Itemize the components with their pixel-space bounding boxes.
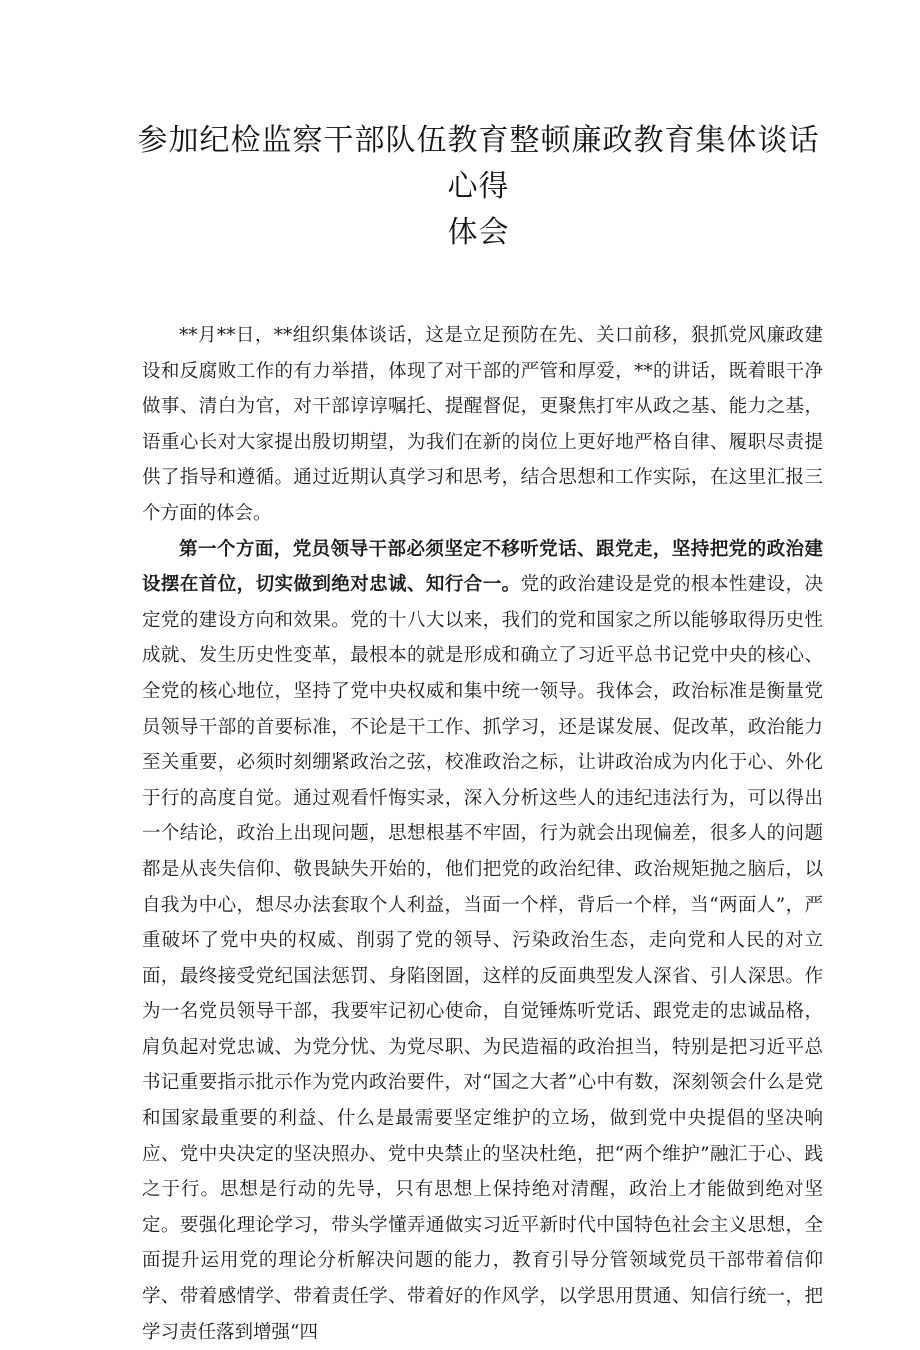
paragraph-first-aspect-text: 党的政治建设是党的根本性建设，决定党的建设方向和效果。党的十八大以来，我们的党和国家之所以能够取得历史性成就、发生历史性变革，最根本的就是形成和确立了习近平总书记党中央的核心、全党的核心地位，坚持了党中央权威和集中统一领导。我体会，政治标准是衡量党员领导干部的首要标准，不论是干工作、抓学习，还是谋发展、促改革，政治能力至关重要，必须时刻绷紧政治之弦，校准政治之标，让讲政治成为内化于心、外化于行的高度自觉。通过观看忏悔实录，深入分析这些人的违纪违法行为，可以得出一个结论，政治上出现问题，思想根基不牢固，行为就会出现偏差，很多人的问题都是从丧失信仰、敬畏缺失开始的，他们把党的政治纪律、政治规矩抛之脑后，以自我为中心，想尽办法套取个人利益，当面一个样，背后一个样，当“两面人”，严重破坏了党中央的权威、削弱了党的领导、污染政治生态，走向党和人民的对立面，最终接受党纪国法惩罚、身陷囹圄，这样的反面典型发人深省、引人深思。作为一名党员领导干部，我要牢记初心使命，自觉锤炼听党话、跟党走的忠诚品格，肩负起对党忠诚、为党分忧、为党尽职、为民造福的政治担当，特别是把习近平总书记重要指示批示作为党内政治要件，对“国之大者”心中有数，深刻领会什么是党和国家最重要的利益、什么是最需要坚定维护的立场，做到党中央提倡的坚决响应、党中央决定的坚决照办、党中央禁止的坚决杜绝，把“两个维护”融汇于心、践之于行。思想是行动的先导，只有思想上保持绝对清醒，政治上才能做到绝对坚定。要强化理论学习，带头学懂弄通做实习近平新时代中国特色社会主义思想，全面提升运用党的理论分析解决问题的能力，教育引导分管领域党员干部带着信仰学、带着感情学、带着责任学、带着好的作风学，以学思用贯通、知信行统一，把学习责任落到增强“四 [142, 574, 823, 1343]
document-body [142, 318, 823, 1350]
title-line-1: 参加纪检监察干部队伍教育整顿廉政教育集体谈话心得 [137, 123, 820, 204]
paragraph-first-aspect-heading: 第一个方面，党员领导干部必须坚定不移听党话、跟党走，坚持把党的政治建设摆在首位，切实做到绝对忠诚、知行合一。 [142, 538, 823, 596]
paragraph-first-aspect [142, 532, 823, 1350]
document-title [134, 118, 823, 256]
title-line-2: 体会 [447, 215, 510, 250]
paragraph-intro [142, 318, 823, 532]
paragraph-intro-text: **月**日，**组织集体谈话，这是立足预防在先、关口前移，狠抓党风廉政建设和反腐败工作的有力举措，体现了对干部的严管和厚爱，**的讲话，既着眼干净做事、清白为官，对干部谆谆嘱托、提醒督促，更聚焦打牢从政之基、能力之基，语重心长对大家提出殷切期望，为我们在新的岗位上更好地严格自律、履职尽责提供了指导和遵循。通过近期认真学习和思考，结合思想和工作实际，在这里汇报三个方面的体会。 [142, 325, 823, 524]
